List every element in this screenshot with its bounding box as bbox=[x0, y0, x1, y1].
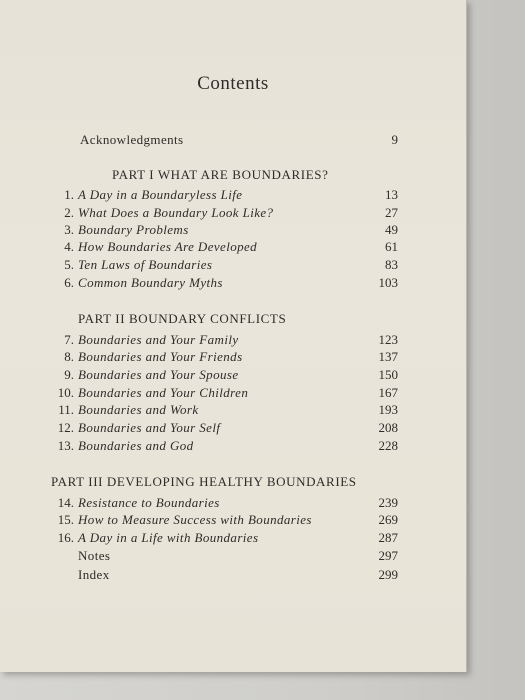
toc-entry-label: Boundaries and Your Friends bbox=[78, 349, 243, 364]
toc-entry-label: Index bbox=[78, 567, 110, 582]
toc-entry bbox=[50, 256, 398, 274]
toc-entry-number: 10. bbox=[57, 385, 74, 400]
toc-entry-notes bbox=[50, 547, 398, 565]
toc-entry bbox=[50, 401, 398, 419]
toc-entry-label: How to Measure Success with Boundaries bbox=[78, 512, 312, 527]
toc-entry-page: 49 bbox=[385, 222, 398, 237]
toc-entry-number: 8. bbox=[64, 349, 74, 364]
toc-entry-number: 4. bbox=[64, 239, 74, 254]
toc-entry-label: A Day in a Boundaryless Life bbox=[78, 187, 243, 202]
toc-entry-number: 14. bbox=[57, 495, 74, 510]
part-heading: PART I WHAT ARE BOUNDARIES? bbox=[112, 167, 329, 182]
toc-entry-page: 239 bbox=[378, 495, 398, 510]
part-heading: PART II BOUNDARY CONFLICTS bbox=[78, 311, 287, 326]
toc-entry-label: Acknowledgments bbox=[80, 132, 184, 147]
toc-entry-index bbox=[50, 566, 398, 584]
toc-entry bbox=[50, 511, 398, 529]
toc-entry-page: 193 bbox=[378, 402, 398, 417]
toc-entry-label: What Does a Boundary Look Like? bbox=[78, 205, 274, 220]
toc-entry-page: 287 bbox=[378, 530, 398, 545]
toc-entry bbox=[50, 348, 398, 366]
toc-entry bbox=[50, 331, 398, 349]
toc-entry-number: 12. bbox=[57, 420, 74, 435]
toc-entry-number: 15. bbox=[57, 512, 74, 527]
toc-entry-label: Notes bbox=[78, 548, 111, 563]
toc-entry bbox=[50, 437, 398, 455]
toc-entry-label: Boundaries and Your Children bbox=[78, 385, 249, 400]
toc-entry-label: Boundaries and Work bbox=[78, 402, 199, 417]
toc-entry bbox=[50, 366, 398, 384]
toc-entry-label: Ten Laws of Boundaries bbox=[78, 257, 213, 272]
toc-entry-page: 123 bbox=[378, 332, 398, 347]
toc-entry-page: 228 bbox=[378, 438, 398, 453]
toc-entry-page: 83 bbox=[385, 257, 398, 272]
toc-entry-page: 13 bbox=[385, 187, 398, 202]
toc-entry-number: 6. bbox=[64, 275, 74, 290]
toc-entry-page: 9 bbox=[391, 132, 398, 147]
toc-entry bbox=[50, 274, 398, 292]
toc-entry-label: Boundary Problems bbox=[78, 222, 189, 237]
toc-entry-label: How Boundaries Are Developed bbox=[78, 239, 258, 254]
toc-entry-page: 208 bbox=[378, 420, 398, 435]
toc-entry bbox=[50, 529, 398, 547]
toc-entry bbox=[50, 186, 398, 204]
toc-entry-number: 5. bbox=[64, 257, 74, 272]
toc-entry bbox=[50, 238, 398, 256]
toc-entry-label: Boundaries and God bbox=[78, 438, 194, 453]
toc-entry-page: 103 bbox=[378, 275, 398, 290]
toc-entry-number: 13. bbox=[57, 438, 74, 453]
toc-entry-acknowledgments bbox=[52, 131, 398, 149]
toc-entry-label: A Day in a Life with Boundaries bbox=[78, 530, 259, 545]
toc-entry-page: 137 bbox=[378, 349, 398, 364]
toc-entry bbox=[50, 204, 398, 222]
toc-entry bbox=[50, 384, 398, 402]
toc-entry bbox=[50, 494, 398, 512]
toc-entry-label: Boundaries and Your Self bbox=[78, 420, 221, 435]
toc-entry-number: 1. bbox=[64, 187, 74, 202]
toc-entry-page: 27 bbox=[385, 205, 398, 220]
toc-entry-number: 3. bbox=[64, 222, 74, 237]
toc-entry bbox=[50, 221, 398, 239]
toc-entry-page: 269 bbox=[378, 512, 398, 527]
toc-entry-number: 11. bbox=[58, 402, 74, 417]
toc-entry-label: Resistance to Boundaries bbox=[78, 495, 220, 510]
toc-entry-page: 299 bbox=[378, 567, 398, 582]
toc-entry-number: 9. bbox=[64, 367, 74, 382]
toc-entry-number: 7. bbox=[64, 332, 74, 347]
toc-entry bbox=[50, 419, 398, 437]
part-heading: PART III DEVELOPING HEALTHY BOUNDARIES bbox=[51, 474, 357, 489]
toc-entry-label: Boundaries and Your Spouse bbox=[78, 367, 239, 382]
toc-entry-number: 16. bbox=[57, 530, 74, 545]
toc-entry-page: 150 bbox=[378, 367, 398, 382]
toc-entry-label: Boundaries and Your Family bbox=[78, 332, 239, 347]
page-title: Contents bbox=[197, 73, 269, 94]
toc-entry-label: Common Boundary Myths bbox=[78, 275, 223, 290]
toc-entry-number: 2. bbox=[64, 205, 74, 220]
toc-entry-page: 167 bbox=[378, 385, 398, 400]
toc-entry-page: 61 bbox=[385, 239, 398, 254]
toc-entry-page: 297 bbox=[378, 548, 398, 563]
